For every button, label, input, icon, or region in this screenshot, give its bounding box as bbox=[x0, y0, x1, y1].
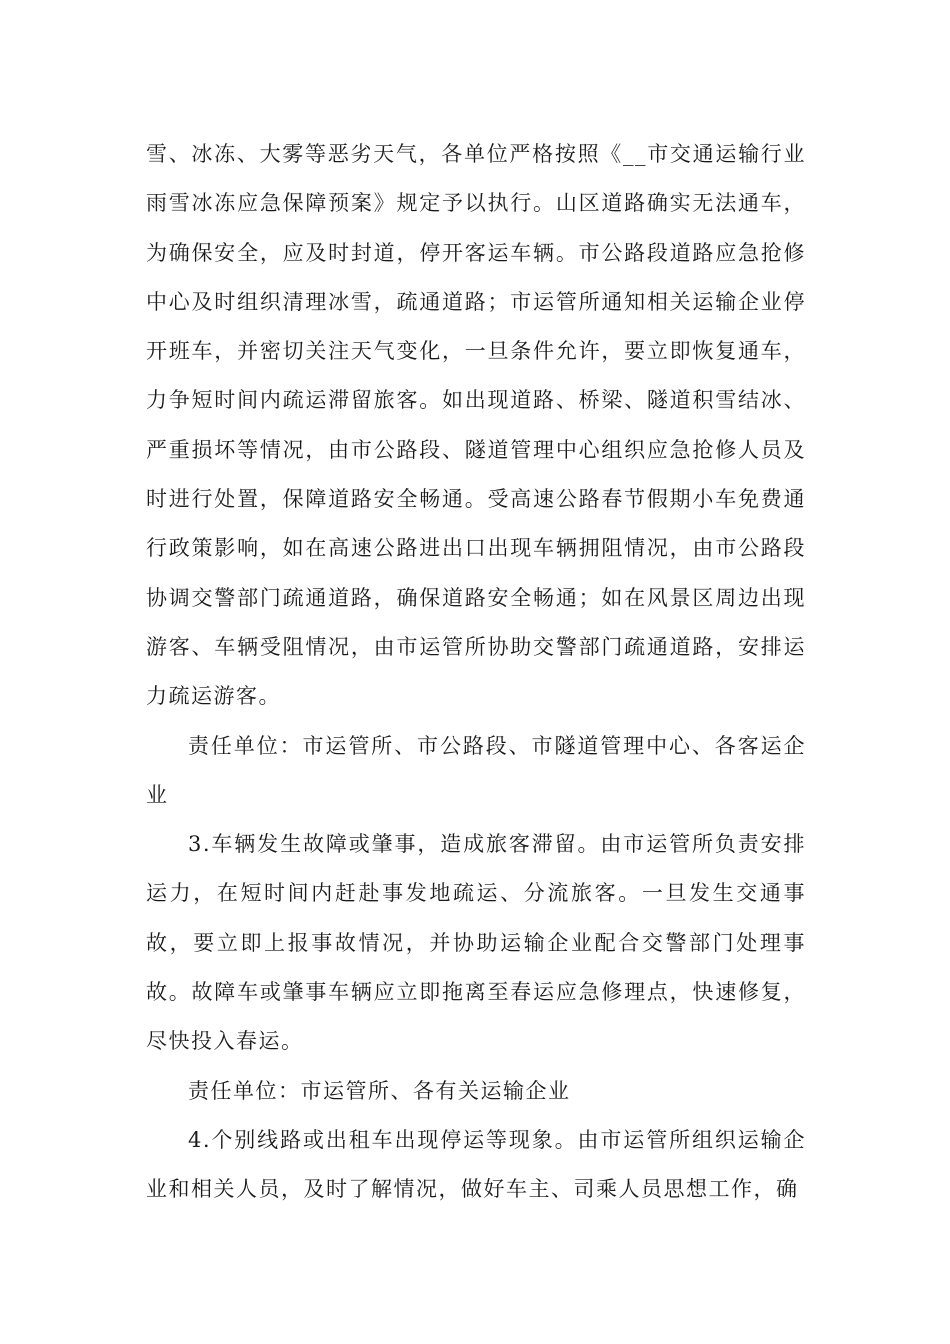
paragraph-responsible-units-2: 责任单位：市运管所、各有关运输企业 bbox=[188, 1078, 571, 1103]
document-body bbox=[146, 130, 806, 1215]
paragraph-vehicle-breakdown: 3.车辆发生故障或肇事，造成旅客滞留。由市运管所负责安排运力，在短时间内赶赴事发地疏运、分流旅客。一旦发生交通事故，要立即上报事故情况，并协助运输企业配合交警部门处理事故。故障车或肇事车辆应立即拖离至春运应急修理点，快速修复，尽快投入春运。 bbox=[146, 832, 806, 1054]
paragraph-bad-weather: 雪、冰冻、大雾等恶劣天气，各单位严格按照《__市交通运输行业雨雪冰冻应急保障预案》规定予以执行。山区道路确实无法通车，为确保安全，应及时封道，停开客运车辆。市公路段道路应急抢修中心及时组织清理冰雪，疏通道路；市运管所通知相关运输企业停开班车，并密切关注天气变化，一旦条件允许，要立即恢复通车，力争短时间内疏运滞留旅客。如出现道路、桥梁、隧道积雪结冰、严重损坏等情况，由市公路段、隧道管理中心组织应急抢修人员及时进行处置，保障道路安全畅通。受高速公路春节假期小车免费通行政策影响，如在高速公路进出口出现车辆拥阻情况，由市公路段协调交警部门疏通道路，确保道路安全畅通；如在风景区周边出现游客、车辆受阻情况，由市运管所协助交警部门疏通道路，安排运力疏运游客。 bbox=[146, 142, 806, 709]
paragraph-route-suspension: 4.个别线路或出租车出现停运等现象。由市运管所组织运输企业和相关人员，及时了解情况，做好车主、司乘人员思想工作，确 bbox=[146, 1127, 806, 1202]
paragraph-responsible-units-1: 责任单位：市运管所、市公路段、市隧道管理中心、各客运企业 bbox=[146, 733, 806, 807]
